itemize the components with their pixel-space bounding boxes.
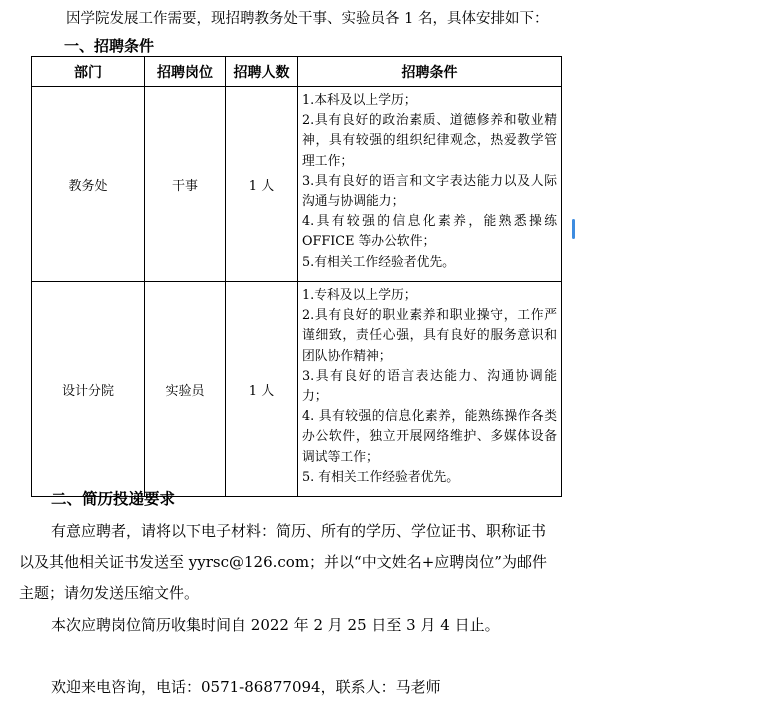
requirement-item: 2.具有良好的职业素养和职业操守，工作严谨细致，责任心强，具有良好的服务意识和团队协作精神； <box>302 308 557 364</box>
requirement-item: 3.具有良好的语言表达能力、沟通协调能力； <box>302 368 557 405</box>
requirement-item: 4. 具有较强的信息化素养，能熟练操作各类办公软件，独立开展网络维护、多媒体设备调试等工作； <box>302 409 557 465</box>
cell-requirements <box>298 87 562 282</box>
cell-post: 干事 <box>145 87 226 282</box>
table-row <box>32 87 562 282</box>
requirement-item: 5.有相关工作经验者优先。 <box>302 254 455 270</box>
section-heading-conditions: 一、招聘条件 <box>64 37 155 55</box>
cell-count: 1 人 <box>226 282 298 497</box>
requirement-item: 5. 有相关工作经验者优先。 <box>302 469 460 485</box>
requirement-item: 3.具有良好的语言和文字表达能力以及人际沟通与协调能力； <box>302 173 557 210</box>
cell-requirements <box>298 282 562 497</box>
contact-paragraph: 欢迎来电咨询，电话：0571-86877094，联系人：马老师 <box>51 678 441 696</box>
requirement-item: 2.具有良好的政治素质、道德修养和敬业精神，具有较强的组织纪律观念，热爱教学管理工作； <box>302 113 557 169</box>
header-requirements: 招聘条件 <box>298 57 562 87</box>
deadline-paragraph: 本次应聘岗位简历收集时间自 2022 年 2 月 25 日至 3 月 4 日止。 <box>51 616 500 634</box>
recruitment-table <box>31 56 562 497</box>
header-count: 招聘人数 <box>226 57 298 87</box>
table-row <box>32 282 562 497</box>
resume-paragraph-line: 以及其他相关证书发送至 yyrsc@126.com；并以“中文姓名+应聘岗位”为邮件 <box>19 553 547 571</box>
intro-paragraph: 因学院发展工作需要，现招聘教务处干事、实验员各 1 名，具体安排如下： <box>66 11 549 27</box>
cell-dept: 教务处 <box>32 87 145 282</box>
cell-post: 实验员 <box>145 282 226 497</box>
section-heading-resume: 二、简历投递要求 <box>51 489 176 508</box>
cell-dept: 设计分院 <box>32 282 145 497</box>
cell-count: 1 人 <box>226 87 298 282</box>
resume-paragraph-line: 有意应聘者，请将以下电子材料：简历、所有的学历、学位证书、职称证书 <box>51 522 547 540</box>
requirement-item: 4.具有较强的信息化素养，能熟悉操练 OFFICE 等办公软件； <box>302 214 557 250</box>
resume-paragraph-line: 主题；请勿发送压缩文件。 <box>19 584 200 602</box>
header-post: 招聘岗位 <box>145 57 226 87</box>
requirement-item: 1.本科及以上学历； <box>302 93 417 108</box>
scroll-handle[interactable] <box>572 219 575 239</box>
requirement-item: 1.专科及以上学历； <box>302 288 417 303</box>
table-header-row <box>32 57 562 87</box>
header-dept: 部门 <box>32 57 145 87</box>
